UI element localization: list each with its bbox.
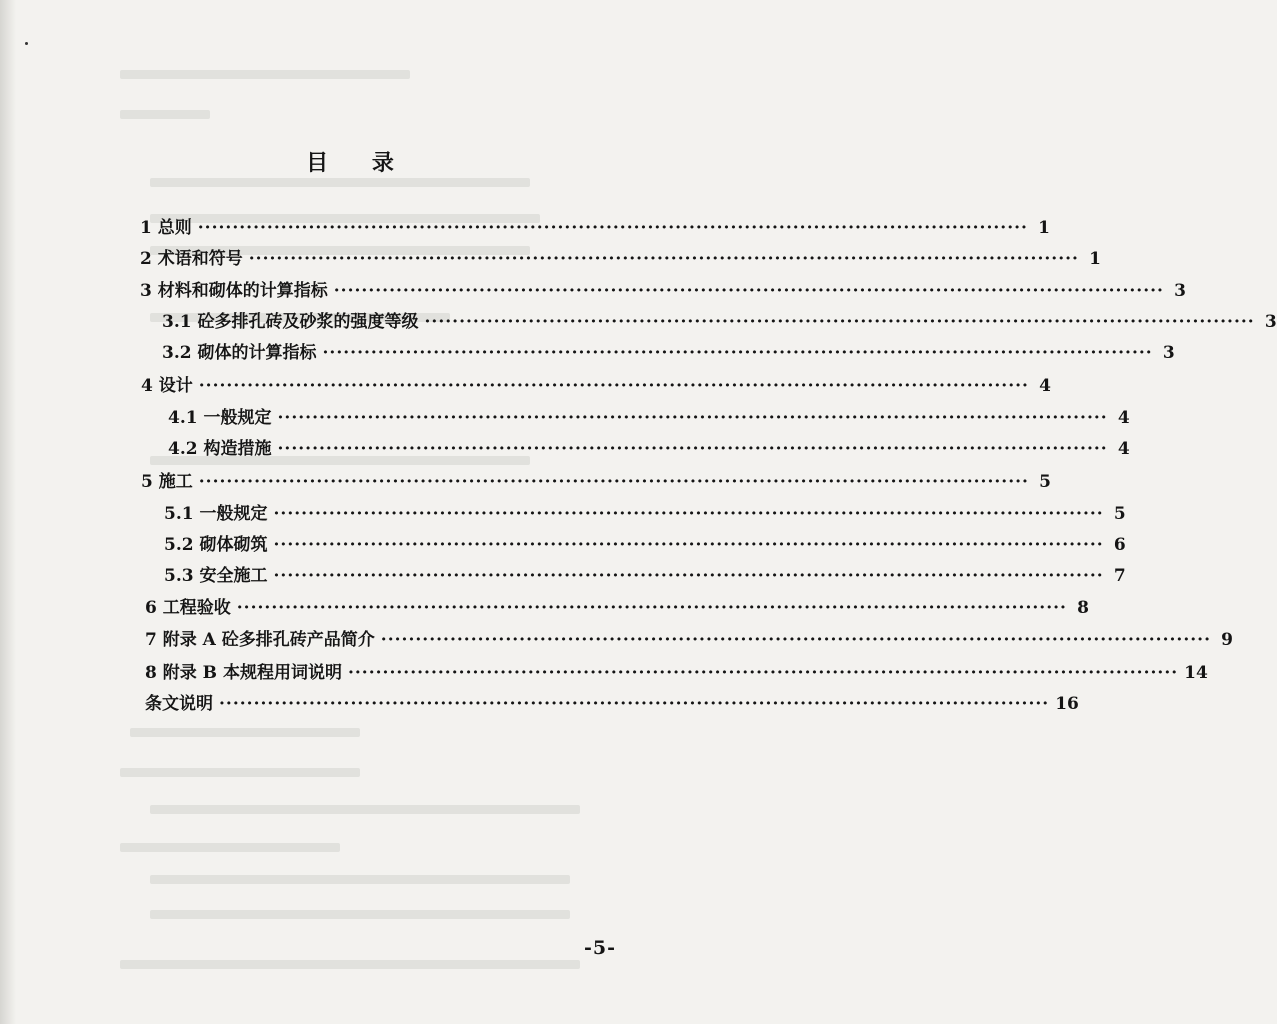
show-through-line [120,110,210,119]
toc-entry[interactable] [140,248,1101,270]
toc-entry-page: 7 [1113,566,1126,586]
toc-entry-label: 5.2 砌体砌筑 [164,535,268,555]
toc-entry[interactable] [168,438,1130,460]
toc-entry[interactable] [168,407,1130,429]
show-through-line [120,960,580,969]
toc-entry-label: 3.1 砼多排孔砖及砂浆的强度等级 [162,312,419,332]
toc-entry[interactable] [141,375,1051,397]
toc-entry[interactable] [145,693,1079,715]
show-through-line [120,843,340,852]
toc-dot-leader: ························································································································ [424,312,1255,332]
page-title: 目 录 [306,150,412,176]
toc-entry[interactable] [162,311,1277,333]
toc-entry-label: 5.3 安全施工 [164,566,268,586]
toc-entry-label: 1 总则 [140,218,192,238]
toc-entry[interactable] [141,471,1051,493]
toc-entry-label: 3 材料和砌体的计算指标 [140,281,328,301]
toc-entry-page: 9 [1221,630,1233,650]
toc-entry-page: 5 [1113,504,1126,524]
toc-entry[interactable] [145,629,1233,651]
toc-dot-leader: ························································································································ [198,376,1029,396]
toc-entry[interactable] [162,342,1175,364]
toc-entry[interactable] [145,597,1089,619]
show-through-line [150,875,570,884]
toc-entry-label: 条文说明 [145,694,213,714]
toc-dot-leader: ························································································································ [273,504,1104,524]
toc-entry-page: 5 [1039,472,1051,492]
toc-entry-page: 1 [1038,218,1050,238]
toc-dot-leader: ························································································································ [277,408,1108,428]
toc-dot-leader: ························································································································ [322,343,1153,363]
toc-entry-page: 4 [1117,408,1130,428]
toc-entry-label: 3.2 砌体的计算指标 [162,343,317,363]
toc-entry-label: 2 术语和符号 [140,249,243,269]
toc-entry-label: 4.1 一般规定 [168,408,272,428]
toc-entry-label: 6 工程验收 [145,598,231,618]
show-through-line [120,768,360,777]
toc-entry-page: 16 [1055,694,1079,714]
toc-entry-page: 4 [1039,376,1051,396]
show-through-line [150,178,530,187]
toc-entry-page: 3 [1162,343,1175,363]
toc-entry-page: 8 [1077,598,1089,618]
toc-dot-leader: ························································································································ [197,218,1028,238]
toc-dot-leader: ························································································································ [277,439,1108,459]
toc-entry[interactable] [164,565,1126,587]
toc-entry-label: 5 施工 [141,472,193,492]
toc-entry-page: 1 [1089,249,1101,269]
toc-dot-leader: ························································································································ [273,566,1104,586]
toc-entry[interactable] [164,503,1126,525]
toc-entry-page: 4 [1117,439,1130,459]
show-through-line [150,805,580,814]
toc-dot-leader: ························································································································ [347,663,1179,683]
toc-entry-label: 4.2 构造措施 [168,439,272,459]
toc-entry-label: 7 附录 A 砼多排孔砖产品简介 [145,630,375,650]
toc-entry[interactable] [140,217,1050,239]
toc-entry-page: 6 [1113,535,1126,555]
toc-dot-leader: ························································································································ [333,281,1164,301]
toc-entry[interactable] [140,280,1186,302]
toc-entry-page: 3 [1264,312,1277,332]
toc-entry-label: 8 附录 B 本规程用词说明 [145,663,342,683]
toc-dot-leader: ························································································································ [219,694,1050,714]
toc-entry-page: 3 [1174,281,1186,301]
page-number: -5- [584,937,616,959]
toc-entry[interactable] [145,662,1208,684]
toc-dot-leader: ························································································································ [380,630,1211,650]
show-through-line [130,728,360,737]
toc-dot-leader: ························································································································ [248,249,1079,269]
toc-dot-leader: ························································································································ [236,598,1067,618]
scan-speck [25,42,28,45]
show-through-line [150,910,570,919]
toc-dot-leader: ························································································································ [273,535,1104,555]
toc-entry-label: 4 设计 [141,376,193,396]
toc-entry[interactable] [164,534,1126,556]
toc-entry-label: 5.1 一般规定 [164,504,268,524]
toc-entry-page: 14 [1184,663,1208,683]
show-through-line [120,70,410,79]
toc-dot-leader: ························································································································ [198,472,1029,492]
